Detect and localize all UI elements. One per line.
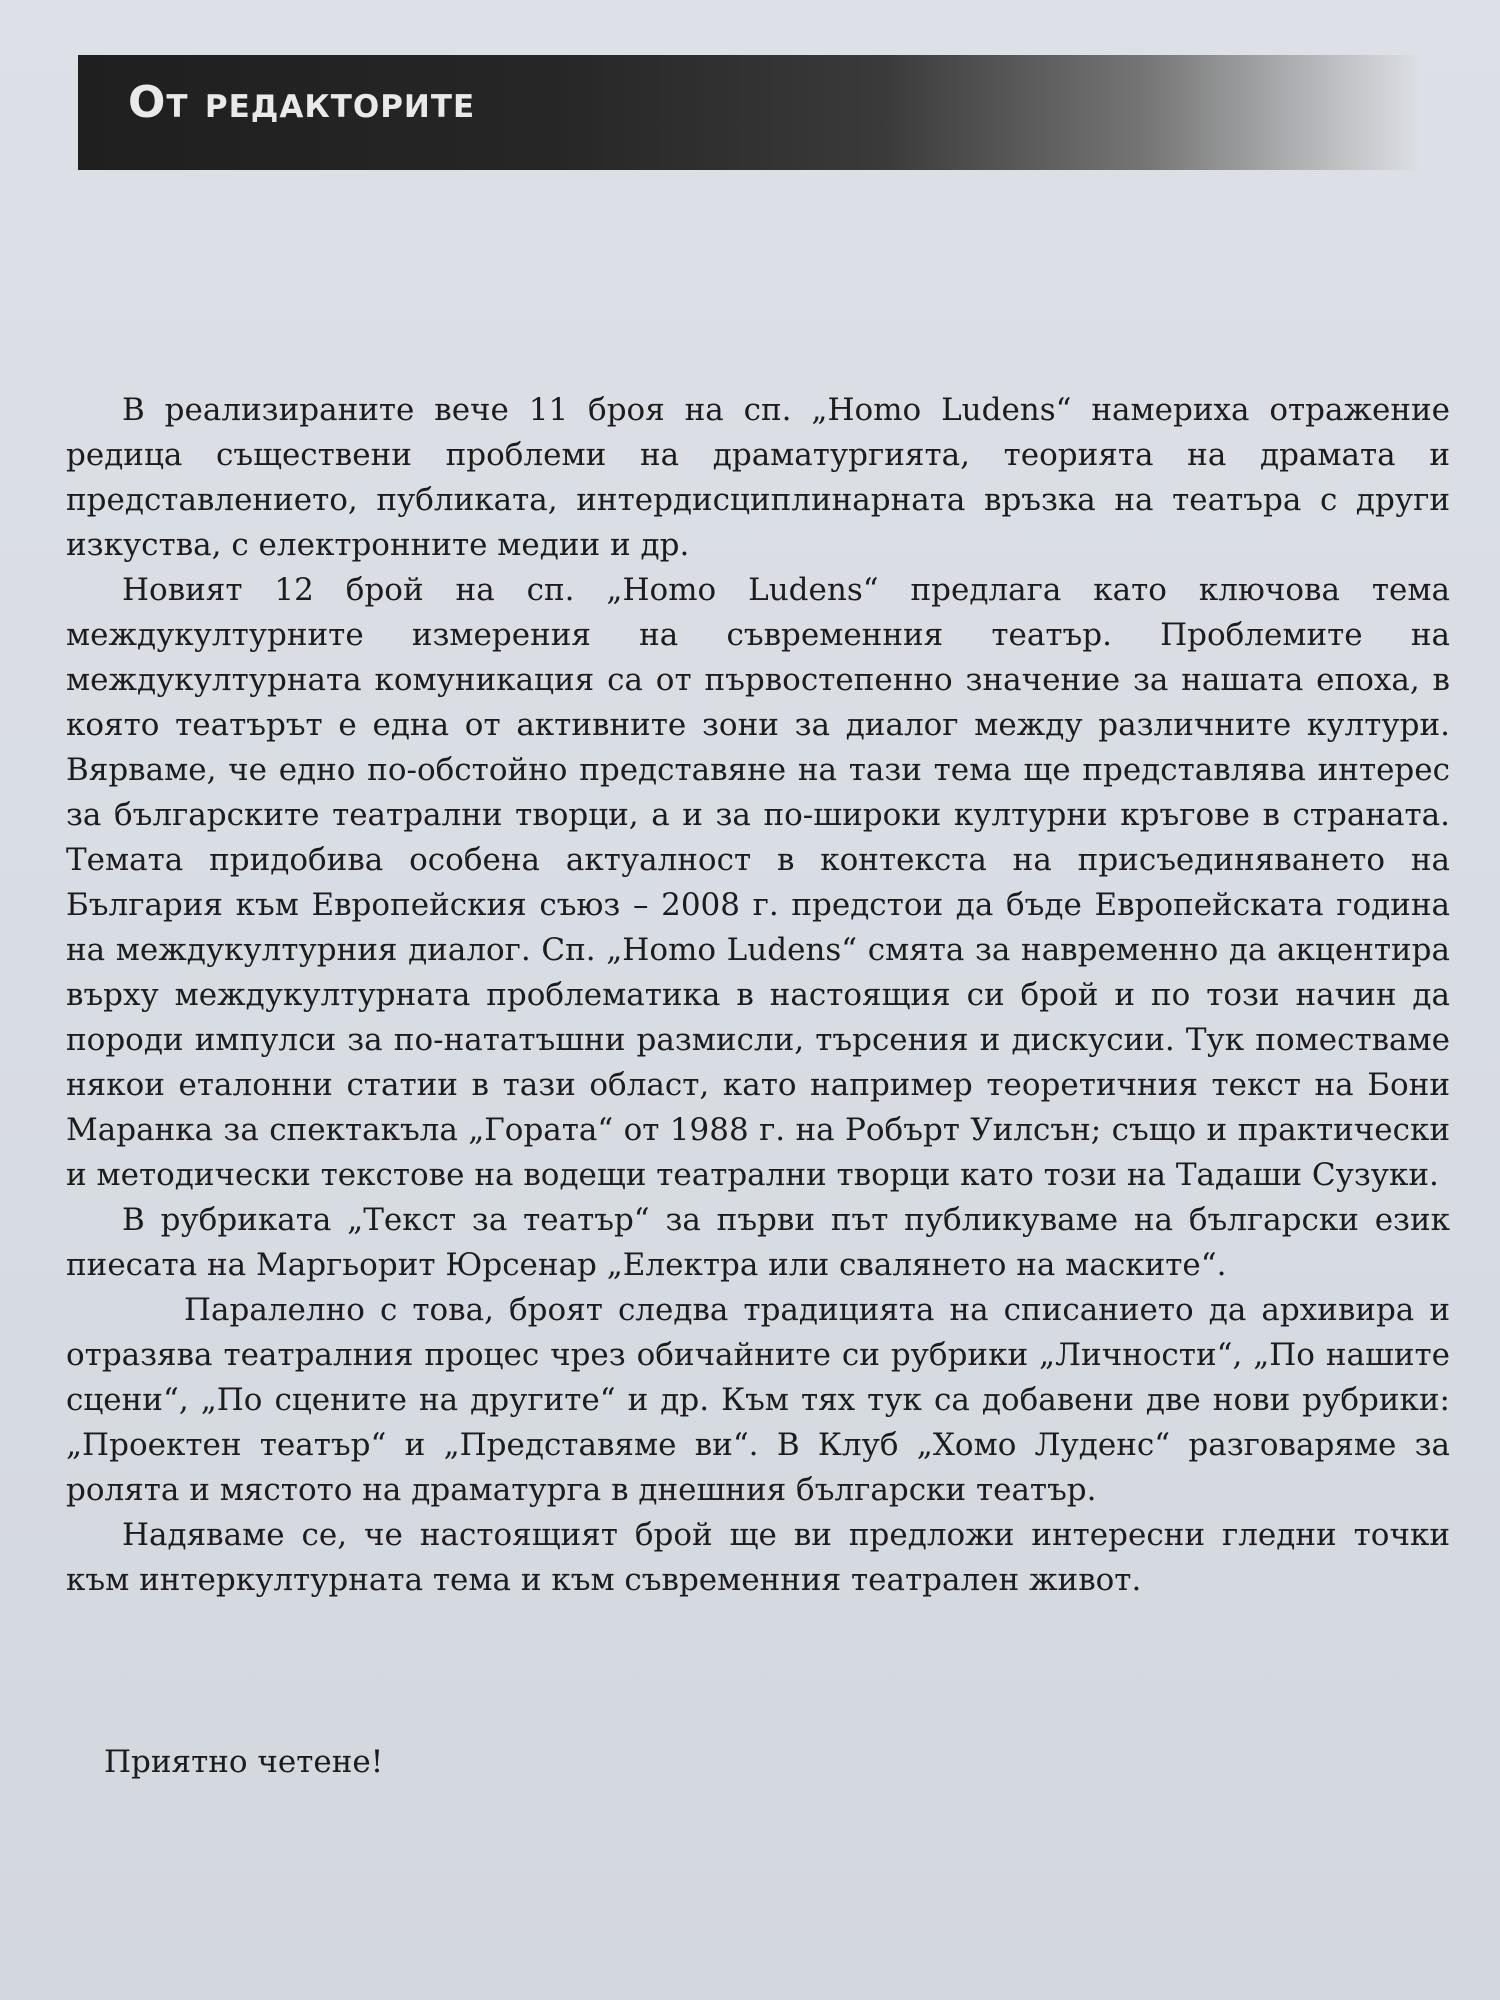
paragraph-5: Надяваме се, че настоящият брой ще ви предложи интересни гледни точки към интеркултурната тема и към съвременния театрален живот.	[66, 1517, 1450, 1598]
editorial-text	[66, 388, 1450, 1603]
header-bar	[78, 55, 1420, 170]
paragraph-2: Новият 12 брой на сп. „Homo Ludens“ предлага като ключова тема междукултурните измерения на съвременния театър. Проблемите на междукултурната комуникация са от първостепенно значение за нашата епоха, в която театърът е една от активните зони за диалог между различните култури. Вярваме, че едно по-обстойно представяне на тази тема ще представлява интерес за българските театрални творци, а и за по-широки културни кръгове в страната. Темата придобива особена актуалност в контекста на присъединяването на България към Европейския съюз – 2008 г. предстои да бъде Европейската година на междукултурния диалог. Сп. „Homo Ludens“ смята за навременно да акцентира върху междукултурната проблематика в настоящия си брой и по този начин да породи импулси за по-нататъшни размисли, търсения и дискусии. Тук поместваме някои еталонни статии в тази област, като например теоретичния текст на Бони Маранка за спектакъла „Гората“ от 1988 г. на Робърт Уилсън; също и практически и методически текстове на водещи театрални творци като този на Тадаши Сузуки.	[66, 572, 1450, 1193]
section-title: От редакторите	[128, 77, 476, 128]
paragraph-3: В рубриката „Текст за театър“ за първи път публикуваме на български език пиесата на Маргьорит Юрсенар „Електра или свалянето на маските“.	[66, 1202, 1450, 1283]
closing-line: Приятно четене!	[104, 1744, 384, 1780]
paragraph-1: В реализираните вече 11 броя на сп. „Homo Ludens“ намериха отражение редица съществени проблеми на драматургията, теорията на драмата и представлението, публиката, интердисциплинарната връзка на театъра с други изкуства, с електронните медии и др.	[66, 392, 1450, 563]
paragraph-4: Паралелно с това, броят следва традицията на списанието да архивира и отразява театралния процес чрез обичайните си рубрики „Личности“, „По нашите сцени“, „По сцените на другите“ и др. Към тях тук са добавени две нови рубрики: „Проектен театър“ и „Представяме ви“. В Клуб „Хомо Луденс“ разговаряме за ролята и мястото на драматурга в днешния български театър.	[66, 1292, 1450, 1508]
